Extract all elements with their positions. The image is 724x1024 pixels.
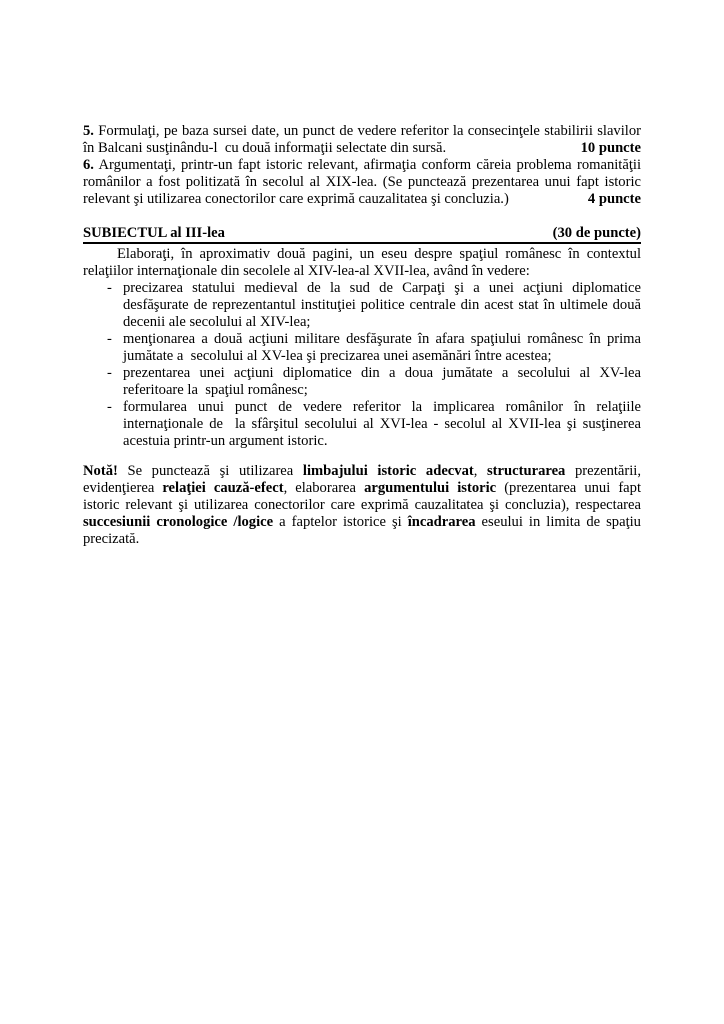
question-6-text: Argumentaţi, printr-un fapt istoric relevant, afirmaţia conform căreia problema romanităţii românilor a fost politizată în secolul al XIX-lea. (Se punctează prezentarea unui fapt istoric relevant şi utilizarea conectorilor care exprimă cauzalitatea şi concluzia.) [83, 157, 641, 207]
note-bold-run: încadrarea [407, 514, 476, 530]
question-5 [83, 123, 641, 157]
essay-requirement-text: prezentarea unei acţiuni diplomatice din a doua jumătate a secolului al XV-lea referitoare la spaţiul românesc; [123, 365, 641, 398]
note-bold-run: Notă! [83, 463, 118, 479]
essay-requirement-text: precizarea statului medieval de la sud de Carpaţi şi a unei acţiuni diplomatice desfăşurate de reprezentantul instituţiei politice centrale din acest stat în ultimele două decenii ale secolului al XIV-lea; [123, 280, 641, 330]
note-text-run: prezentării, evidenţierea [83, 463, 642, 496]
question-6-points: 4 puncte [587, 191, 641, 207]
note-bold-run: structurarea [487, 463, 566, 479]
note-text-run: , elaborarea [283, 480, 365, 496]
subject-points: (30 de puncte) [552, 225, 641, 241]
note-bold-run: limbajului istoric adecvat [302, 463, 474, 479]
note-text-run: a faptelor istorice şi [273, 514, 408, 530]
bullet-marker: - [107, 365, 112, 381]
subject-title: SUBIECTUL al III-lea [83, 225, 225, 241]
essay-intro: Elaboraţi, în aproximativ două pagini, un eseu despre spaţiul românesc în contextul relaţiilor internaţionale din secolele al XIV-lea-al XVII-lea, având în vedere: [83, 246, 641, 279]
essay-requirement-1 [83, 280, 641, 331]
bullet-marker: - [107, 399, 112, 415]
essay-requirement-text: menţionarea a două acţiuni militare desfăşurate în afara spaţiului românesc în prima jumătate a secolului al XV-lea şi precizarea unei asemănări între acestea; [123, 331, 641, 364]
essay-requirement-4 [83, 399, 641, 450]
question-6 [83, 157, 641, 208]
note-text-run: (prezentarea unui fapt istoric relevant şi utilizarea conectorilor care exprimă cauzalitatea şi concluzia), respectarea [83, 480, 642, 513]
note-bold-run: succesiunii cronologice /logice [83, 514, 274, 530]
bullet-marker: - [107, 280, 112, 296]
subject-heading [83, 225, 641, 244]
essay-requirement-3 [83, 365, 641, 399]
note-bold-run: argumentului istoric [364, 480, 497, 496]
note-text-run: eseului in limita de spaţiu precizată. [83, 514, 641, 547]
question-6-number: 6. [83, 157, 94, 173]
essay-requirements-list [83, 280, 641, 450]
note-text-run: Se punctează şi utilizarea [117, 463, 303, 479]
bullet-marker: - [107, 331, 112, 347]
note-text-run: , [473, 463, 487, 479]
questions-section [83, 123, 641, 208]
question-5-points: 10 puncte [580, 140, 641, 156]
question-5-text: Formulaţi, pe baza sursei date, un punct de vedere referitor la consecinţele stabilirii slavilor în Balcani susţinându-l cu două informaţii selectate din sursă. [83, 123, 641, 156]
note-paragraph [83, 463, 641, 548]
essay-requirement-2 [83, 331, 641, 365]
essay-requirement-text: formularea unui punct de vedere referitor la implicarea românilor în relaţiile internaţionale de la sfârşitul secolului al XVI-lea - secolul al XVII-lea şi susţinerea acestuia printr-un argument istoric. [123, 399, 641, 449]
note-bold-run: relaţiei cauză-efect [162, 480, 284, 496]
question-5-number: 5. [83, 123, 94, 139]
